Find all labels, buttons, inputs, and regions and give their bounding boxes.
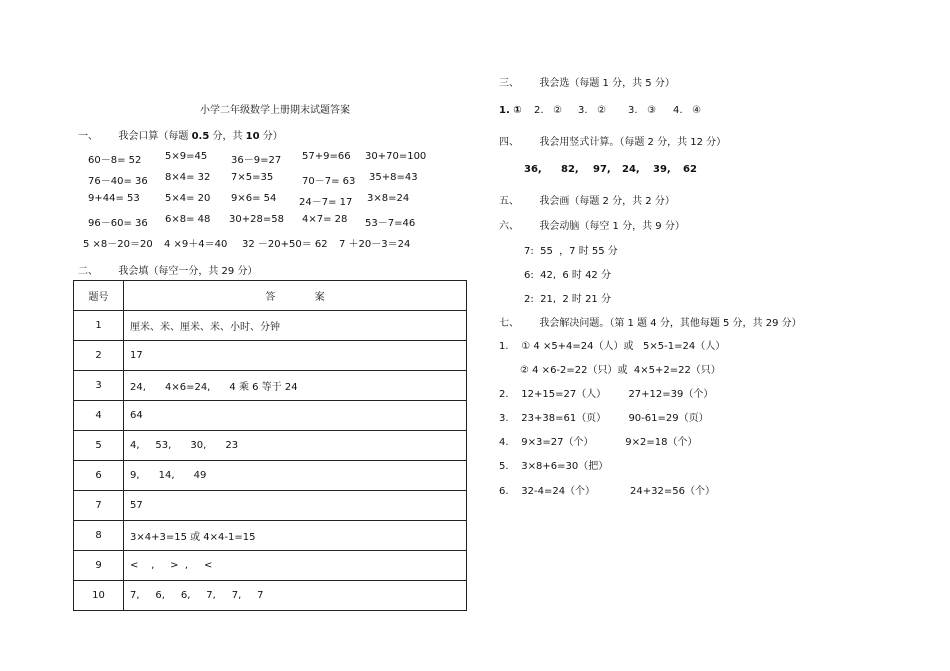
calc-item: 60－8= 52 — [88, 155, 142, 166]
table-row — [74, 461, 467, 491]
section7-label: 我会解决问题。（第 1 题 4 分，其他每题 5 分，共 29 分） — [539, 318, 802, 329]
row-answer: 3×4+3=15 或 4×4-1=15 — [124, 521, 467, 551]
problem-answer: 2. 12+15=27（人） 27+12=39（个） — [499, 389, 714, 400]
table-row — [74, 581, 467, 611]
calc-answer: 82, — [561, 164, 579, 175]
calc-item: 4×7= 28 — [302, 214, 348, 225]
section6-label: 我会动脑（每空 1 分，共 9 分） — [539, 221, 685, 232]
row-answer: 24, 4×6=24, 4 乘 6 等于 24 — [124, 371, 467, 401]
choice-answer: 4. ④ — [673, 105, 702, 116]
row-number: 8 — [74, 521, 124, 551]
table-row — [74, 311, 467, 341]
calc-item: 70－7= 63 — [302, 176, 356, 187]
calc-item: 3×8=24 — [367, 193, 410, 204]
row-answer: < , > , < — [124, 551, 467, 581]
section3-label: 我会选（每题 1 分，共 5 分） — [539, 78, 675, 89]
section4-heading — [499, 133, 726, 148]
table-row — [74, 521, 467, 551]
choice-answer: 1. ① — [499, 105, 522, 116]
choice-answer: 3. ② — [578, 105, 607, 116]
answer-table — [73, 280, 467, 611]
section1-total: 10 — [245, 131, 260, 142]
calc-item: 4 ×9＋4＝40 — [164, 239, 228, 250]
section1-score: 0.5 — [191, 131, 210, 142]
calc-item: 5×9=45 — [165, 151, 208, 162]
row-answer: 64 — [124, 401, 467, 431]
table-row — [74, 551, 467, 581]
calc-item: 76－40= 36 — [88, 176, 148, 187]
table-row — [74, 431, 467, 461]
row-answer: 9, 14, 49 — [124, 461, 467, 491]
table-header-row — [74, 281, 467, 311]
row-number: 9 — [74, 551, 124, 581]
row-answer: 57 — [124, 491, 467, 521]
table-row — [74, 401, 467, 431]
section5-label: 我会画（每题 2 分，共 2 分） — [539, 196, 675, 207]
section6-heading — [499, 217, 685, 232]
header-answer-char2: 案 — [314, 292, 325, 303]
calc-item: 24－7= 17 — [299, 197, 353, 208]
calc-item: 9×6= 54 — [231, 193, 277, 204]
table-row — [74, 341, 467, 371]
row-number: 3 — [74, 371, 124, 401]
section1-heading — [78, 127, 283, 142]
header-answer — [124, 281, 467, 311]
calc-answer: 39, — [653, 164, 671, 175]
row-number: 4 — [74, 401, 124, 431]
calc-item: 96－60= 36 — [88, 218, 148, 229]
calc-item: 30+28=58 — [229, 214, 284, 225]
table-row — [74, 371, 467, 401]
section2-heading — [78, 262, 257, 277]
calc-item: 57+9=66 — [302, 151, 351, 162]
section4-number: 四、 — [499, 137, 519, 148]
calc-item: 6×8= 48 — [165, 214, 211, 225]
row-number: 10 — [74, 581, 124, 611]
calc-item: 30+70=100 — [365, 151, 427, 162]
calc-item: 7×5=35 — [231, 172, 274, 183]
section3-number: 三、 — [499, 78, 519, 89]
table-row — [74, 491, 467, 521]
row-number: 7 — [74, 491, 124, 521]
calc-item: 5×4= 20 — [165, 193, 211, 204]
problem-answer: 3. 23+38=61（页） 90-61=29（页） — [499, 413, 709, 424]
calc-item: 8×4= 32 — [165, 172, 211, 183]
row-answer: 厘米、米、厘米、米、小时、分钟 — [124, 311, 467, 341]
row-answer: 4, 53, 30, 23 — [124, 431, 467, 461]
calc-item: 5 ×8－20＝20 — [83, 239, 153, 250]
clock-answer: 6: 42, 6 时 42 分 — [524, 270, 611, 281]
section7-number: 七、 — [499, 318, 519, 329]
problem-answer: ② 4 ×6-2=22（只）或 4×5+2=22（只） — [520, 365, 721, 376]
calc-item: 9+44= 53 — [88, 193, 140, 204]
clock-answer: 7: 55 ，7 时 55 分 — [524, 246, 618, 257]
calc-item: 35+8=43 — [369, 172, 418, 183]
section4-label: 我会用竖式计算。（每题 2 分，共 12 分） — [539, 137, 727, 148]
calc-answer: 24, — [622, 164, 640, 175]
choice-answer: 2. ② — [534, 105, 563, 116]
calc-answer: 97, — [593, 164, 611, 175]
problem-answer: 1. ① 4 ×5+4=24（人）或 5×5-1=24（人） — [499, 341, 726, 352]
section7-heading — [499, 314, 802, 329]
header-number: 题号 — [74, 281, 124, 311]
header-answer-char1: 答 — [265, 292, 276, 303]
problem-answer: 4. 9×3=27（个） 9×2=18（个） — [499, 437, 698, 448]
section3-heading — [499, 74, 675, 89]
section1-close: 分） — [262, 131, 283, 142]
section1-number: 一、 — [78, 131, 98, 142]
row-number: 6 — [74, 461, 124, 491]
calc-item: 7 ＋20－3＝24 — [339, 239, 411, 250]
row-answer: 17 — [124, 341, 467, 371]
calc-answer: 62 — [683, 164, 697, 175]
section2-label: 我会填（每空一分，共 29 分） — [118, 266, 258, 277]
problem-answer: 6. 32-4=24（个） 24+32=56（个） — [499, 486, 715, 497]
section5-heading — [499, 192, 675, 207]
calc-item: 36－9=27 — [231, 155, 282, 166]
section5-number: 五、 — [499, 196, 519, 207]
row-number: 5 — [74, 431, 124, 461]
calc-item: 53－7=46 — [365, 218, 416, 229]
page-title: 小学二年级数学上册期末试题答案 — [200, 105, 350, 116]
section1-score-rest: 分，共 — [212, 131, 243, 142]
clock-answer: 2: 21, 2 时 21 分 — [524, 294, 611, 305]
calc-item: 32 －20+50＝ 62 — [242, 239, 328, 250]
calc-answer: 36, — [524, 164, 542, 175]
section1-label: 我会口算（每题 — [118, 131, 189, 142]
row-number: 2 — [74, 341, 124, 371]
section2-number: 二、 — [78, 266, 98, 277]
problem-answer: 5. 3×8+6=30（把） — [499, 461, 609, 472]
choice-answer: 3. ③ — [628, 105, 657, 116]
row-answer: 7, 6, 6, 7, 7, 7 — [124, 581, 467, 611]
section6-number: 六、 — [499, 221, 519, 232]
row-number: 1 — [74, 311, 124, 341]
